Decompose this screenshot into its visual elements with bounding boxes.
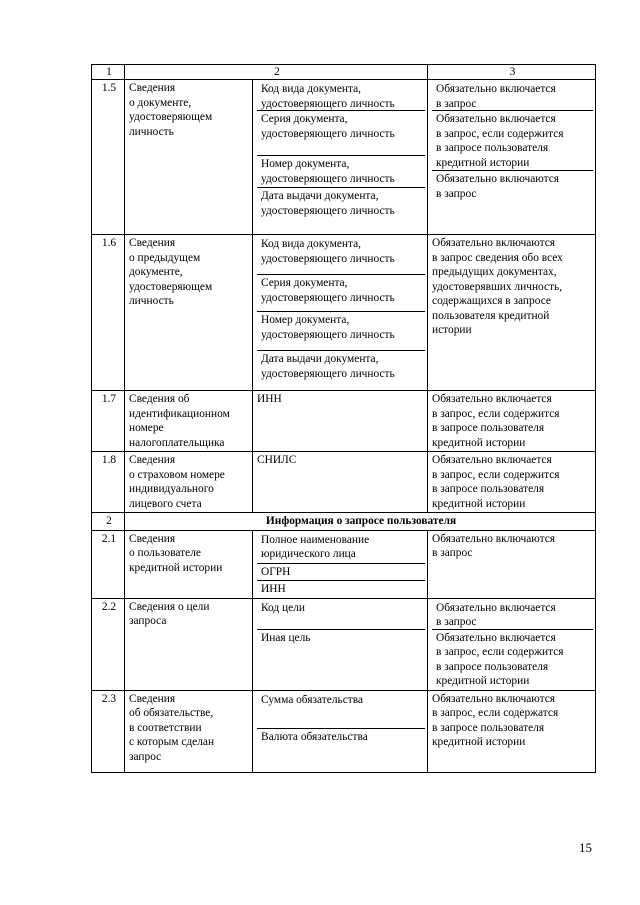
field-cell: Серия документа, удостоверяющего личность xyxy=(257,111,425,156)
section-number: 2 xyxy=(92,513,125,531)
section-title: Информация о запросе пользователя xyxy=(125,513,596,531)
row-name: Сведения о пользователе кредитной истории xyxy=(125,530,253,598)
section-row xyxy=(92,513,596,531)
row-fields xyxy=(253,690,428,772)
row-number: 2.1 xyxy=(92,530,125,598)
row-requirements: Обязательно включаются в запрос, если содержатся в запросе пользователя кредитной истории xyxy=(428,690,596,772)
field-cell: Дата выдачи документа, удостоверяющего личность xyxy=(261,353,395,380)
table-header-row xyxy=(92,65,596,80)
requirement-cell: Обязательно включается в запрос xyxy=(432,600,593,630)
row-number: 1.5 xyxy=(92,80,125,235)
header-col-2: 2 xyxy=(125,65,428,80)
row-name: Сведения о цели запроса xyxy=(125,598,253,690)
requirement-cell: Обязательно включаются в запрос xyxy=(436,173,560,200)
field-cell: Дата выдачи документа, удостоверяющего личность xyxy=(261,190,395,217)
requirement-cell: Обязательно включается в запрос, если содержится в запросе пользователя кредитной истории xyxy=(432,111,593,171)
row-requirements: Обязательно включается в запрос, если содержится в запросе пользователя кредитной истории xyxy=(428,391,596,452)
row-name: Сведения о документе, удостоверяющем личность xyxy=(125,80,253,235)
row-fields xyxy=(253,530,428,598)
requirement-cell: Обязательно включается в запрос xyxy=(432,81,593,111)
field-cell: Номер документа, удостоверяющего личность xyxy=(257,156,425,188)
row-fields xyxy=(253,235,428,391)
row-name: Сведения об обязательстве, в соответствии с которым сделан запрос xyxy=(125,690,253,772)
row-requirements: Обязательно включается в запрос, если содержится в запросе пользователя кредитной истории xyxy=(428,452,596,513)
field-cell: Номер документа, удостоверяющего личность xyxy=(257,312,425,351)
row-fields xyxy=(253,80,428,235)
table-row xyxy=(92,452,596,513)
row-name: Сведения о страховом номере индивидуального лицевого счета xyxy=(125,452,253,513)
table-row xyxy=(92,235,596,391)
field-cell: Код вида документа, удостоверяющего личность xyxy=(257,236,425,275)
field-cell: ИНН xyxy=(261,582,286,595)
table-row xyxy=(92,80,596,235)
row-number: 1.6 xyxy=(92,235,125,391)
field-cell: Сумма обязательства xyxy=(257,692,425,729)
page-number: 15 xyxy=(579,840,592,855)
header-col-1: 1 xyxy=(92,65,125,80)
row-requirements xyxy=(428,80,596,235)
row-name: Сведения о предыдущем документе, удостоверяющем личность xyxy=(125,235,253,391)
row-fields: СНИЛС xyxy=(253,452,428,513)
header-col-3: 3 xyxy=(428,65,596,80)
row-requirements xyxy=(428,598,596,690)
field-cell: Иная цель xyxy=(261,631,311,644)
field-cell: Код цели xyxy=(257,600,425,630)
requirements-table xyxy=(91,64,596,773)
row-fields xyxy=(253,598,428,690)
row-fields: ИНН xyxy=(253,391,428,452)
field-cell: Серия документа, удостоверяющего личность xyxy=(257,275,425,312)
field-cell: ОГРН xyxy=(257,564,425,581)
row-number: 1.7 xyxy=(92,391,125,452)
table-row xyxy=(92,690,596,772)
row-number: 1.8 xyxy=(92,452,125,513)
table-row xyxy=(92,391,596,452)
requirement-cell: Обязательно включается в запрос, если содержится в запросе пользователя кредитной истории xyxy=(436,631,564,687)
table-row xyxy=(92,530,596,598)
table-row xyxy=(92,598,596,690)
field-cell: Код вида документа, удостоверяющего личность xyxy=(257,81,425,111)
row-requirements: Обязательно включаются в запрос сведения обо всех предыдущих документах, удостоверявших личность, содержащихся в запросе пользователя кредитной истории xyxy=(428,235,596,391)
row-name: Сведения об идентификационном номере налогоплательщика xyxy=(125,391,253,452)
row-number: 2.2 xyxy=(92,598,125,690)
row-requirements: Обязательно включаются в запрос xyxy=(428,530,596,598)
field-cell: Полное наименование юридического лица xyxy=(257,532,425,564)
field-cell: Валюта обязательства xyxy=(261,730,368,743)
row-number: 2.3 xyxy=(92,690,125,772)
